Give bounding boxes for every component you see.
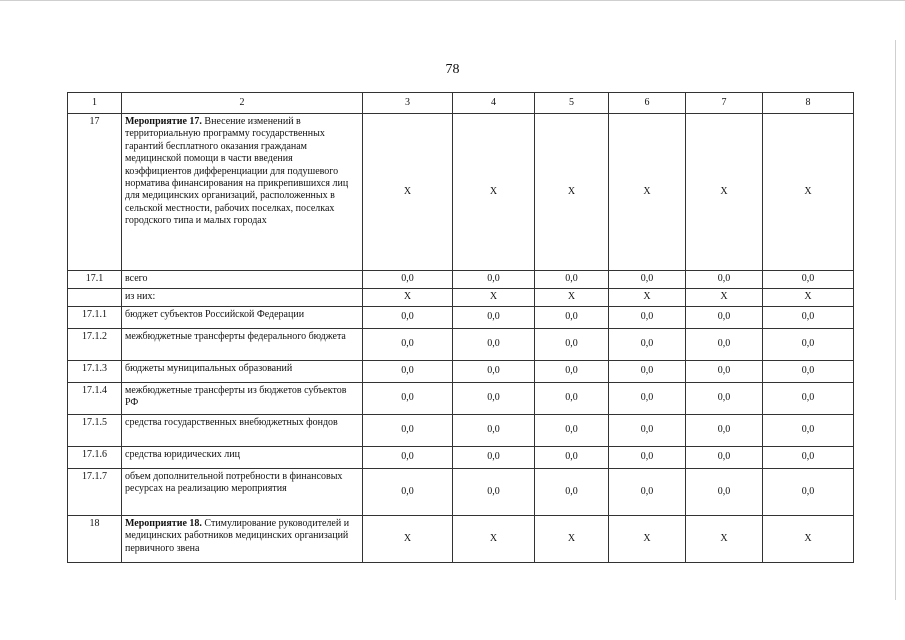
row-text: Стимулирование руководителей и медицинских работников медицинских организаций первичного звена [125,518,350,554]
value-cell: X [453,516,535,563]
row-text: бюджет субъектов Российской Федерации [125,309,305,320]
header-cell: 1 [68,93,122,114]
value-cell: X [363,114,453,271]
value-cell: X [763,289,854,307]
table-row [68,383,854,415]
value-cell: 0,0 [363,415,453,447]
row-number: 17 [68,114,122,271]
measure-title: Мероприятие 18. [125,518,202,529]
page-number: 78 [445,62,460,77]
value-cell: 0,0 [763,361,854,383]
value-cell: 0,0 [609,469,686,516]
value-cell: X [363,289,453,307]
value-cell: 0,0 [763,469,854,516]
value-cell: 0,0 [535,271,609,289]
row-text: бюджеты муниципальных образований [125,363,293,374]
table-row [68,361,854,383]
row-description [122,271,363,289]
value-cell: 0,0 [609,271,686,289]
row-text: межбюджетные трансферты из бюджетов субъектов РФ [125,385,347,409]
table-row [68,516,854,563]
row-description [122,114,363,271]
row-number [68,289,122,307]
value-cell: X [686,289,763,307]
value-cell: X [535,114,609,271]
value-cell: 0,0 [609,415,686,447]
value-cell: X [453,114,535,271]
value-cell: 0,0 [686,361,763,383]
measure-title: Мероприятие 17. [125,116,202,127]
value-cell: 0,0 [453,361,535,383]
value-cell: 0,0 [535,307,609,329]
value-cell: 0,0 [453,307,535,329]
value-cell: 0,0 [363,361,453,383]
value-cell: 0,0 [453,271,535,289]
value-cell: 0,0 [535,415,609,447]
value-cell: 0,0 [763,329,854,361]
value-cell: 0,0 [609,307,686,329]
row-text: всего [125,273,148,284]
value-cell: X [453,289,535,307]
header-cell: 6 [609,93,686,114]
value-cell: 0,0 [686,307,763,329]
value-cell: 0,0 [686,447,763,469]
row-description [122,307,363,329]
row-number: 17.1.7 [68,469,122,516]
table-row [68,447,854,469]
budget-table [67,92,854,563]
row-text: объем дополнительной потребности в финансовых ресурсах на реализацию мероприятия [125,471,343,495]
row-number: 18 [68,516,122,563]
value-cell: 0,0 [453,383,535,415]
value-cell: 0,0 [363,271,453,289]
row-text: средства юридических лиц [125,449,240,460]
header-cell: 2 [122,93,363,114]
value-cell: X [763,516,854,563]
value-cell: 0,0 [363,469,453,516]
row-number: 17.1.3 [68,361,122,383]
scan-edge-right [895,40,896,600]
value-cell: 0,0 [686,329,763,361]
row-text: из них: [125,291,156,302]
table-row [68,307,854,329]
table-row [68,329,854,361]
header-cell: 4 [453,93,535,114]
row-description [122,289,363,307]
value-cell: X [609,289,686,307]
value-cell: X [535,289,609,307]
row-number: 17.1.4 [68,383,122,415]
value-cell: 0,0 [535,383,609,415]
header-cell: 7 [686,93,763,114]
value-cell: X [763,114,854,271]
value-cell: X [686,114,763,271]
value-cell: 0,0 [363,329,453,361]
value-cell: 0,0 [686,415,763,447]
table-row [68,114,854,271]
table-row [68,415,854,447]
value-cell: 0,0 [686,271,763,289]
header-cell: 3 [363,93,453,114]
value-cell: X [535,516,609,563]
row-number: 17.1.1 [68,307,122,329]
value-cell: 0,0 [363,307,453,329]
value-cell: 0,0 [686,469,763,516]
row-number: 17.1.5 [68,415,122,447]
row-description [122,361,363,383]
row-description [122,447,363,469]
scan-edge-top [0,0,905,1]
header-row [68,93,854,114]
row-description [122,383,363,415]
value-cell: 0,0 [763,415,854,447]
row-description [122,516,363,563]
value-cell: 0,0 [763,447,854,469]
value-cell: 0,0 [453,329,535,361]
header-cell: 8 [763,93,854,114]
value-cell: 0,0 [686,383,763,415]
value-cell: X [363,516,453,563]
table-row [68,469,854,516]
row-number: 17.1.2 [68,329,122,361]
value-cell: 0,0 [363,447,453,469]
value-cell: 0,0 [453,447,535,469]
value-cell: 0,0 [535,361,609,383]
row-number: 17.1 [68,271,122,289]
row-description [122,415,363,447]
value-cell: 0,0 [609,447,686,469]
value-cell: X [686,516,763,563]
value-cell: X [609,516,686,563]
table-row [68,271,854,289]
value-cell: 0,0 [609,329,686,361]
value-cell: 0,0 [453,469,535,516]
value-cell: 0,0 [535,329,609,361]
value-cell: 0,0 [535,447,609,469]
row-text: средства государственных внебюджетных фондов [125,417,338,428]
value-cell: 0,0 [763,383,854,415]
header-cell: 5 [535,93,609,114]
row-description [122,329,363,361]
value-cell: 0,0 [609,361,686,383]
value-cell: 0,0 [609,383,686,415]
table-row [68,289,854,307]
row-number: 17.1.6 [68,447,122,469]
value-cell: 0,0 [363,383,453,415]
value-cell: 0,0 [535,469,609,516]
row-text: Внесение изменений в территориальную программу государственных гарантий бесплатного оказания гражданам медицинской помощи в части введения коэффициентов дифференциации для подушевого норматива финансирования на прикрепившихся лиц для медицинских организаций, расположенных в сельской местности, рабочих поселках, поселках городского типа и малых городах [125,116,349,227]
value-cell: 0,0 [763,307,854,329]
value-cell: 0,0 [453,415,535,447]
value-cell: X [609,114,686,271]
row-text: межбюджетные трансферты федерального бюджета [125,331,346,342]
row-description [122,469,363,516]
value-cell: 0,0 [763,271,854,289]
